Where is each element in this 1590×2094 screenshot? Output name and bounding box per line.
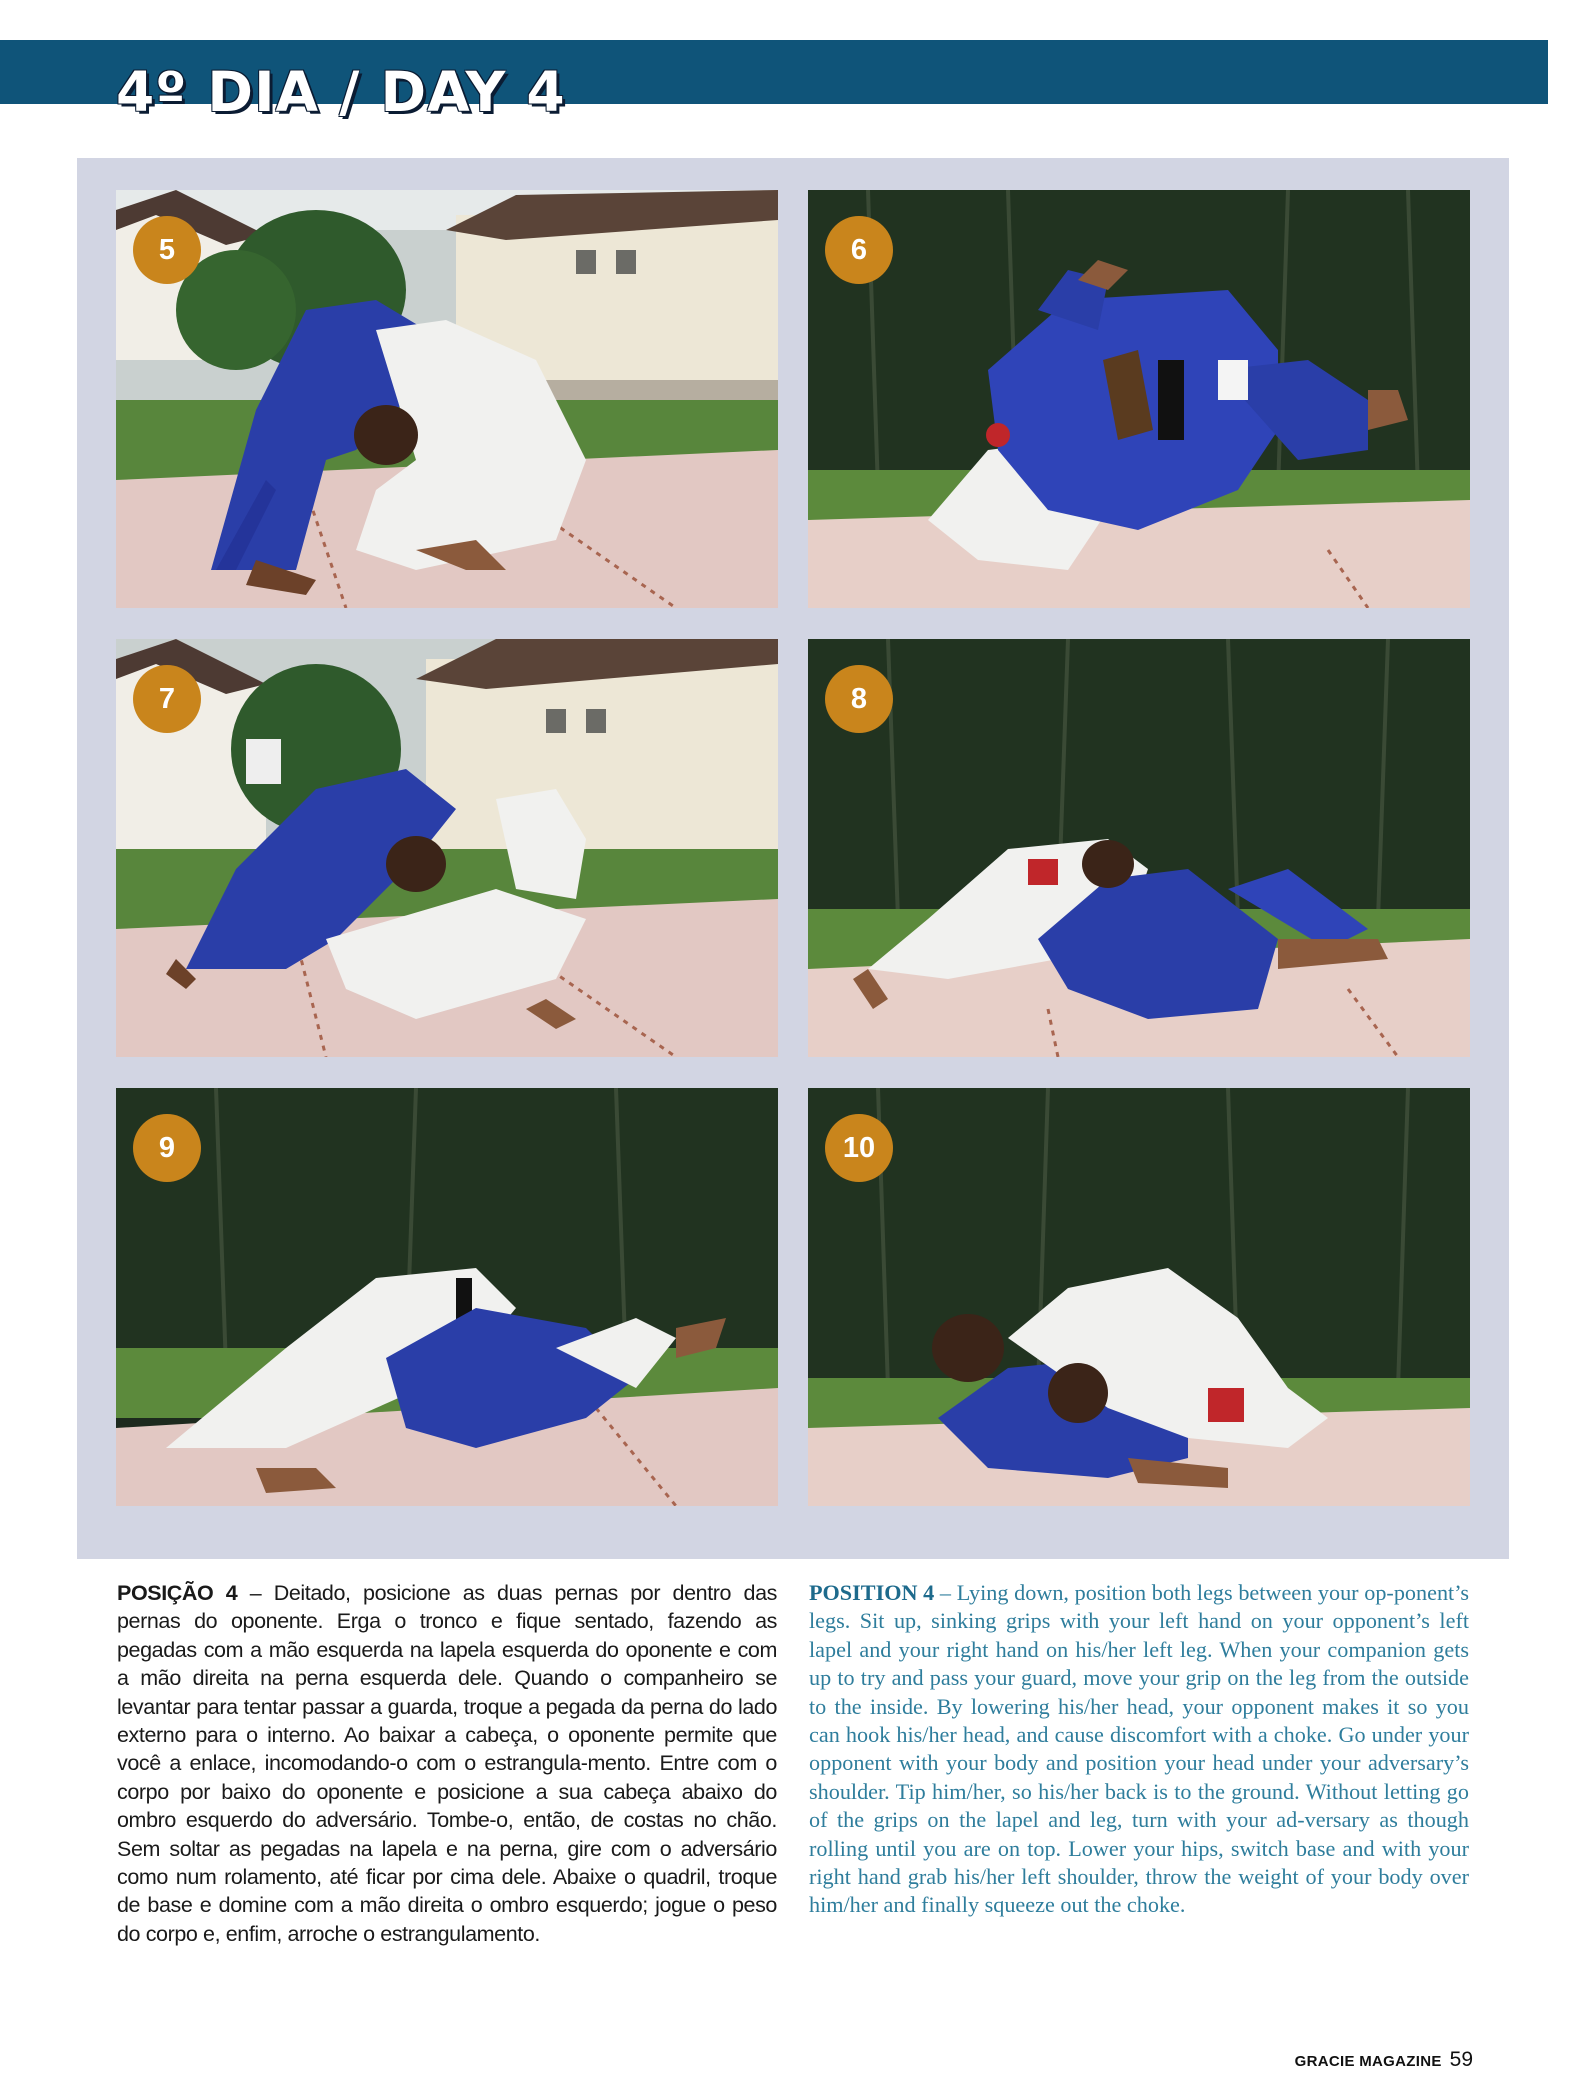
- portuguese-lead: POSIÇÃO 4: [117, 1581, 238, 1605]
- photo-step-5: [116, 190, 778, 608]
- photo-step-8-image: [808, 639, 1470, 1057]
- photo-panel: [77, 158, 1509, 1559]
- photo-step-10: [808, 1088, 1470, 1506]
- photo-step-8: [808, 639, 1470, 1057]
- page-footer: [1295, 2048, 1473, 2072]
- portuguese-body: – Deitado, posicione as duas pernas por dentro das pernas do oponente. Erga o tronco e fique sentado, fazendo as pegadas com a mão esquerda na lapela esquerda do oponente e com a mão direita na perna esquerda dele. Quando o companheiro se levantar para tentar passar a guarda, troque a pegada da perna do lado externo para o interno. Ao baixar a cabeça, o oponente permite que você a enlace, incomodando-o com o estrangula-mento. Entre com o corpo por baixo do oponente e posicione a sua cabeça abaixo do ombro esquerdo do adversário. Tombe-o, então, de costas no chão. Sem soltar as pegadas na lapela e na perna, gire com o adversário como num rolamento, até ficar por cima dele. Abaixe o quadril, troque de base e domine com a mão direita o ombro esquerdo; jogue o peso do corpo e, enfim, arroche o estrangulamento.: [117, 1581, 777, 1946]
- photo-step-6-image: [808, 190, 1470, 608]
- photo-step-7: [116, 639, 778, 1057]
- step-number-badge: 8: [825, 665, 893, 733]
- step-number-badge: 7: [133, 665, 201, 733]
- magazine-name: GRACIE MAGAZINE: [1294, 2053, 1442, 2070]
- page-title: 4º DIA / DAY 4: [116, 60, 566, 124]
- english-text: [809, 1579, 1469, 1920]
- step-number-badge: 10: [825, 1114, 893, 1182]
- photo-step-5-image: [116, 190, 778, 608]
- english-body: – Lying down, position both legs between your op-ponent’s legs. Sit up, sinking grips with your left hand on your opponent’s left lapel and your right hand on his/her left leg. When your companion gets up to try and pass your guard, move your grip on the leg from the outside to the inside. By lowering his/her head, your opponent makes it so you can hook his/her head, and cause discomfort with a choke. Go under your opponent with your body and position your head under your adversary’s shoulder. Tip him/her, so his/her back is to the ground. Without letting go of the grips on the lapel and leg, turn with your ad-versary as though rolling until you are on top. Lower your hips, switch base and with your right hand grab his/her left shoulder, throw the weight of your body over him/her and finally squeeze out the choke.: [809, 1580, 1469, 1918]
- photo-step-10-image: [808, 1088, 1470, 1506]
- photo-step-9-image: [116, 1088, 778, 1506]
- page-number: 59: [1449, 2048, 1473, 2071]
- step-number-badge: 5: [133, 216, 201, 284]
- photo-step-9: [116, 1088, 778, 1506]
- photo-step-6: [808, 190, 1470, 608]
- portuguese-text: [117, 1579, 777, 1948]
- photo-step-7-image: [116, 639, 778, 1057]
- step-number-badge: 9: [133, 1114, 201, 1182]
- english-lead: POSITION 4: [809, 1580, 935, 1605]
- step-number-badge: 6: [825, 216, 893, 284]
